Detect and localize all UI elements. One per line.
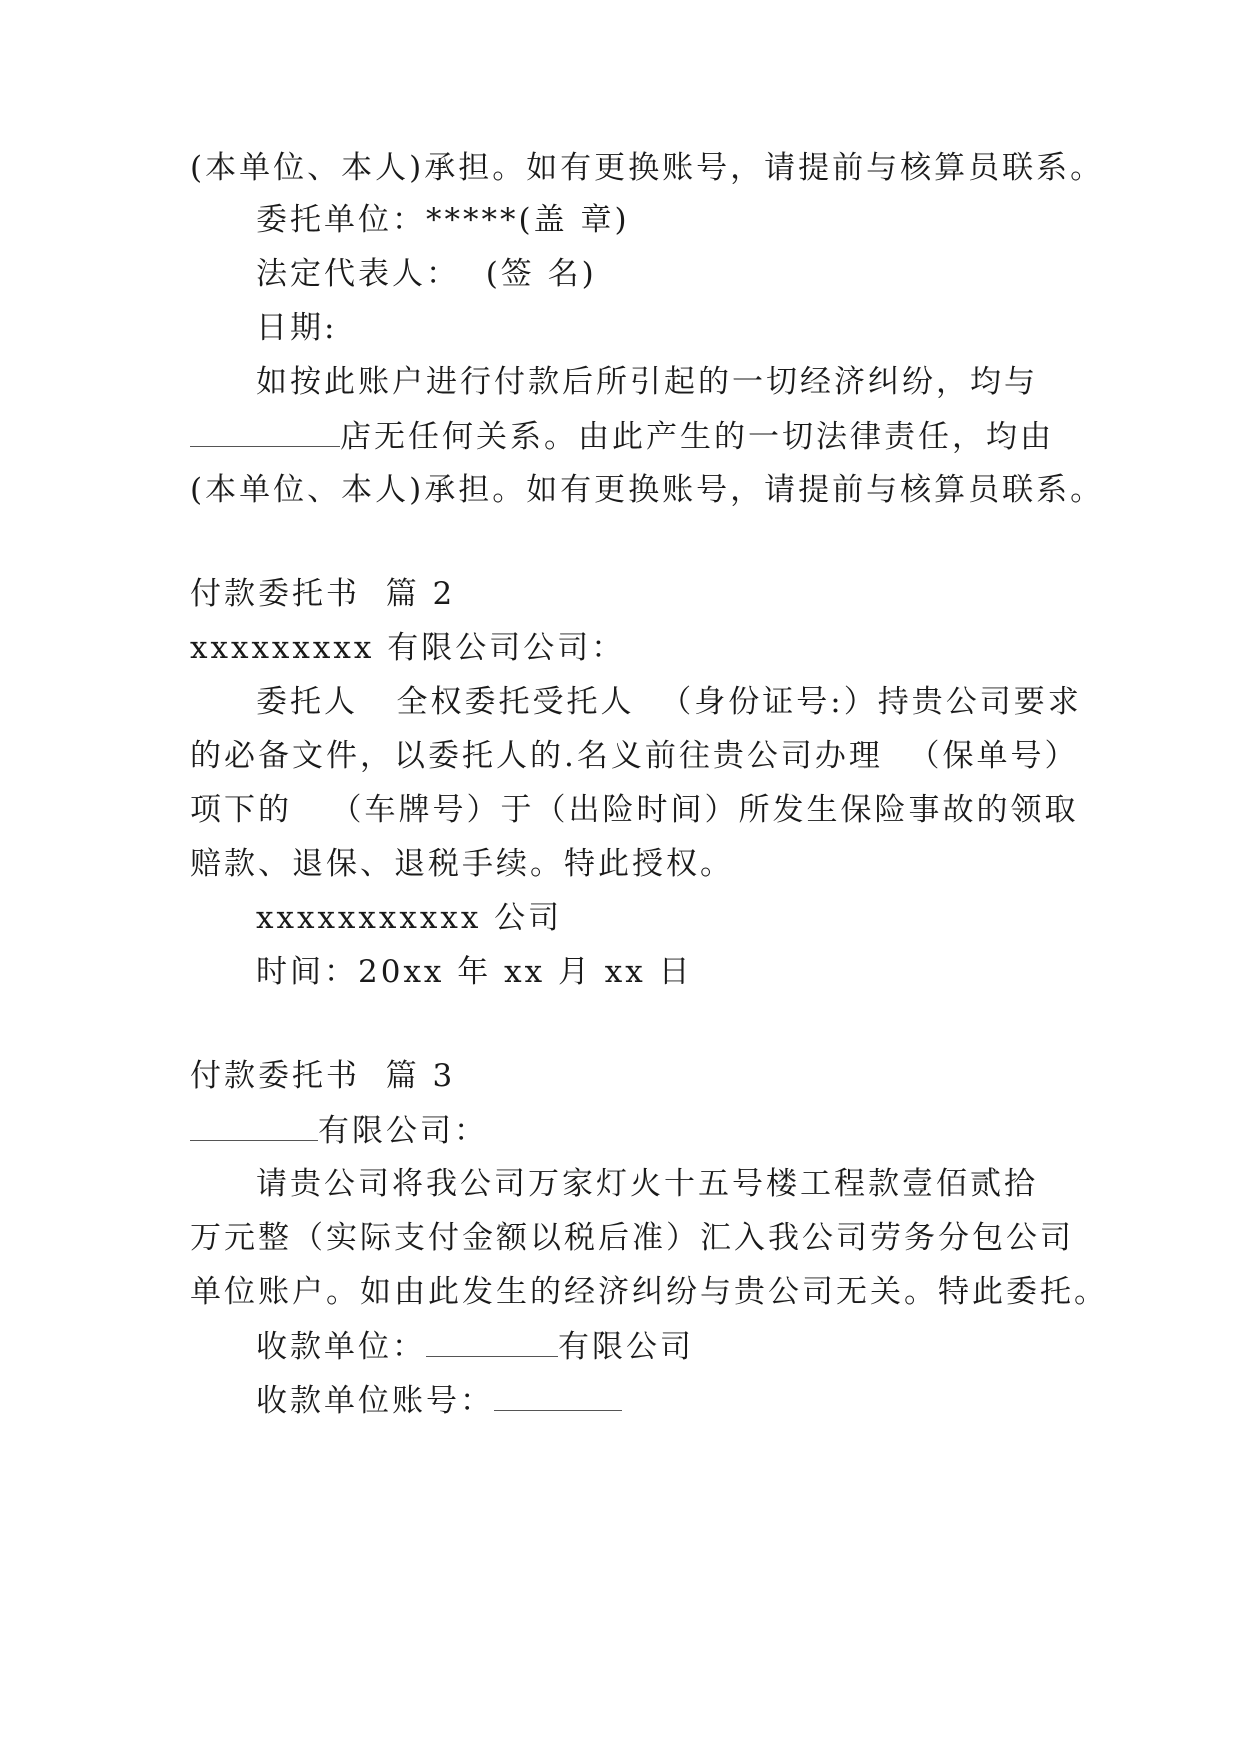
legal-rep-line: 法定代表人： (签 名): [256, 256, 597, 292]
paragraph-line: 的必备文件，以委托人的.名义前往贵公司办理 （保单号）: [190, 738, 1079, 774]
company-line: xxxxxxxxxxx 公司: [256, 900, 563, 936]
blank-fill-line: [426, 1326, 558, 1357]
paragraph-line: [190, 416, 1054, 456]
addressee-line: [190, 1110, 488, 1150]
paragraph-line: 请贵公司将我公司万家灯火十五号楼工程款壹佰贰拾: [256, 1166, 1038, 1202]
addressee-text: 有限公司：: [318, 1113, 488, 1149]
paragraph-line: 万元整（实际支付金额以税后准）汇入我公司劳务分包公司: [190, 1220, 1074, 1256]
payee-label: 收款单位：: [256, 1329, 426, 1365]
addressee-line: xxxxxxxxx 有限公司公司：: [190, 630, 626, 666]
section-title: 付款委托书 篇 2: [190, 576, 456, 612]
time-line: 时间：20xx 年 xx 月 xx 日: [256, 954, 693, 990]
paragraph-line: 如按此账户进行付款后所引起的一切经济纠纷，均与: [256, 364, 1038, 400]
section-title: 付款委托书 篇 3: [190, 1058, 456, 1094]
payee-line: [256, 1326, 694, 1366]
blank-fill-line: [494, 1380, 622, 1411]
account-label: 收款单位账号：: [256, 1383, 494, 1419]
paragraph-text: 店无任何关系。由此产生的一切法律责任，均由: [340, 419, 1054, 455]
paragraph-line: 赔款、退保、退税手续。特此授权。: [190, 846, 734, 882]
entrust-unit-line: 委托单位：*****(盖 章): [256, 202, 630, 238]
account-line: [256, 1380, 622, 1420]
date-line: 日期:: [256, 310, 338, 346]
blank-fill-line: [190, 1110, 318, 1141]
paragraph-line: (本单位、本人)承担。如有更换账号，请提前与核算员联系。: [190, 150, 1105, 186]
paragraph-line: 委托人 全权委托受托人 （身份证号:）持贵公司要求: [256, 684, 1082, 720]
payee-suffix: 有限公司: [558, 1329, 694, 1365]
paragraph-line: 单位账户。如由此发生的经济纠纷与贵公司无关。特此委托。: [190, 1274, 1108, 1310]
paragraph-line: 项下的 （车牌号）于（出险时间）所发生保险事故的领取: [190, 792, 1079, 828]
paragraph-line: (本单位、本人)承担。如有更换账号，请提前与核算员联系。: [190, 472, 1105, 508]
blank-fill-line: [190, 416, 340, 447]
